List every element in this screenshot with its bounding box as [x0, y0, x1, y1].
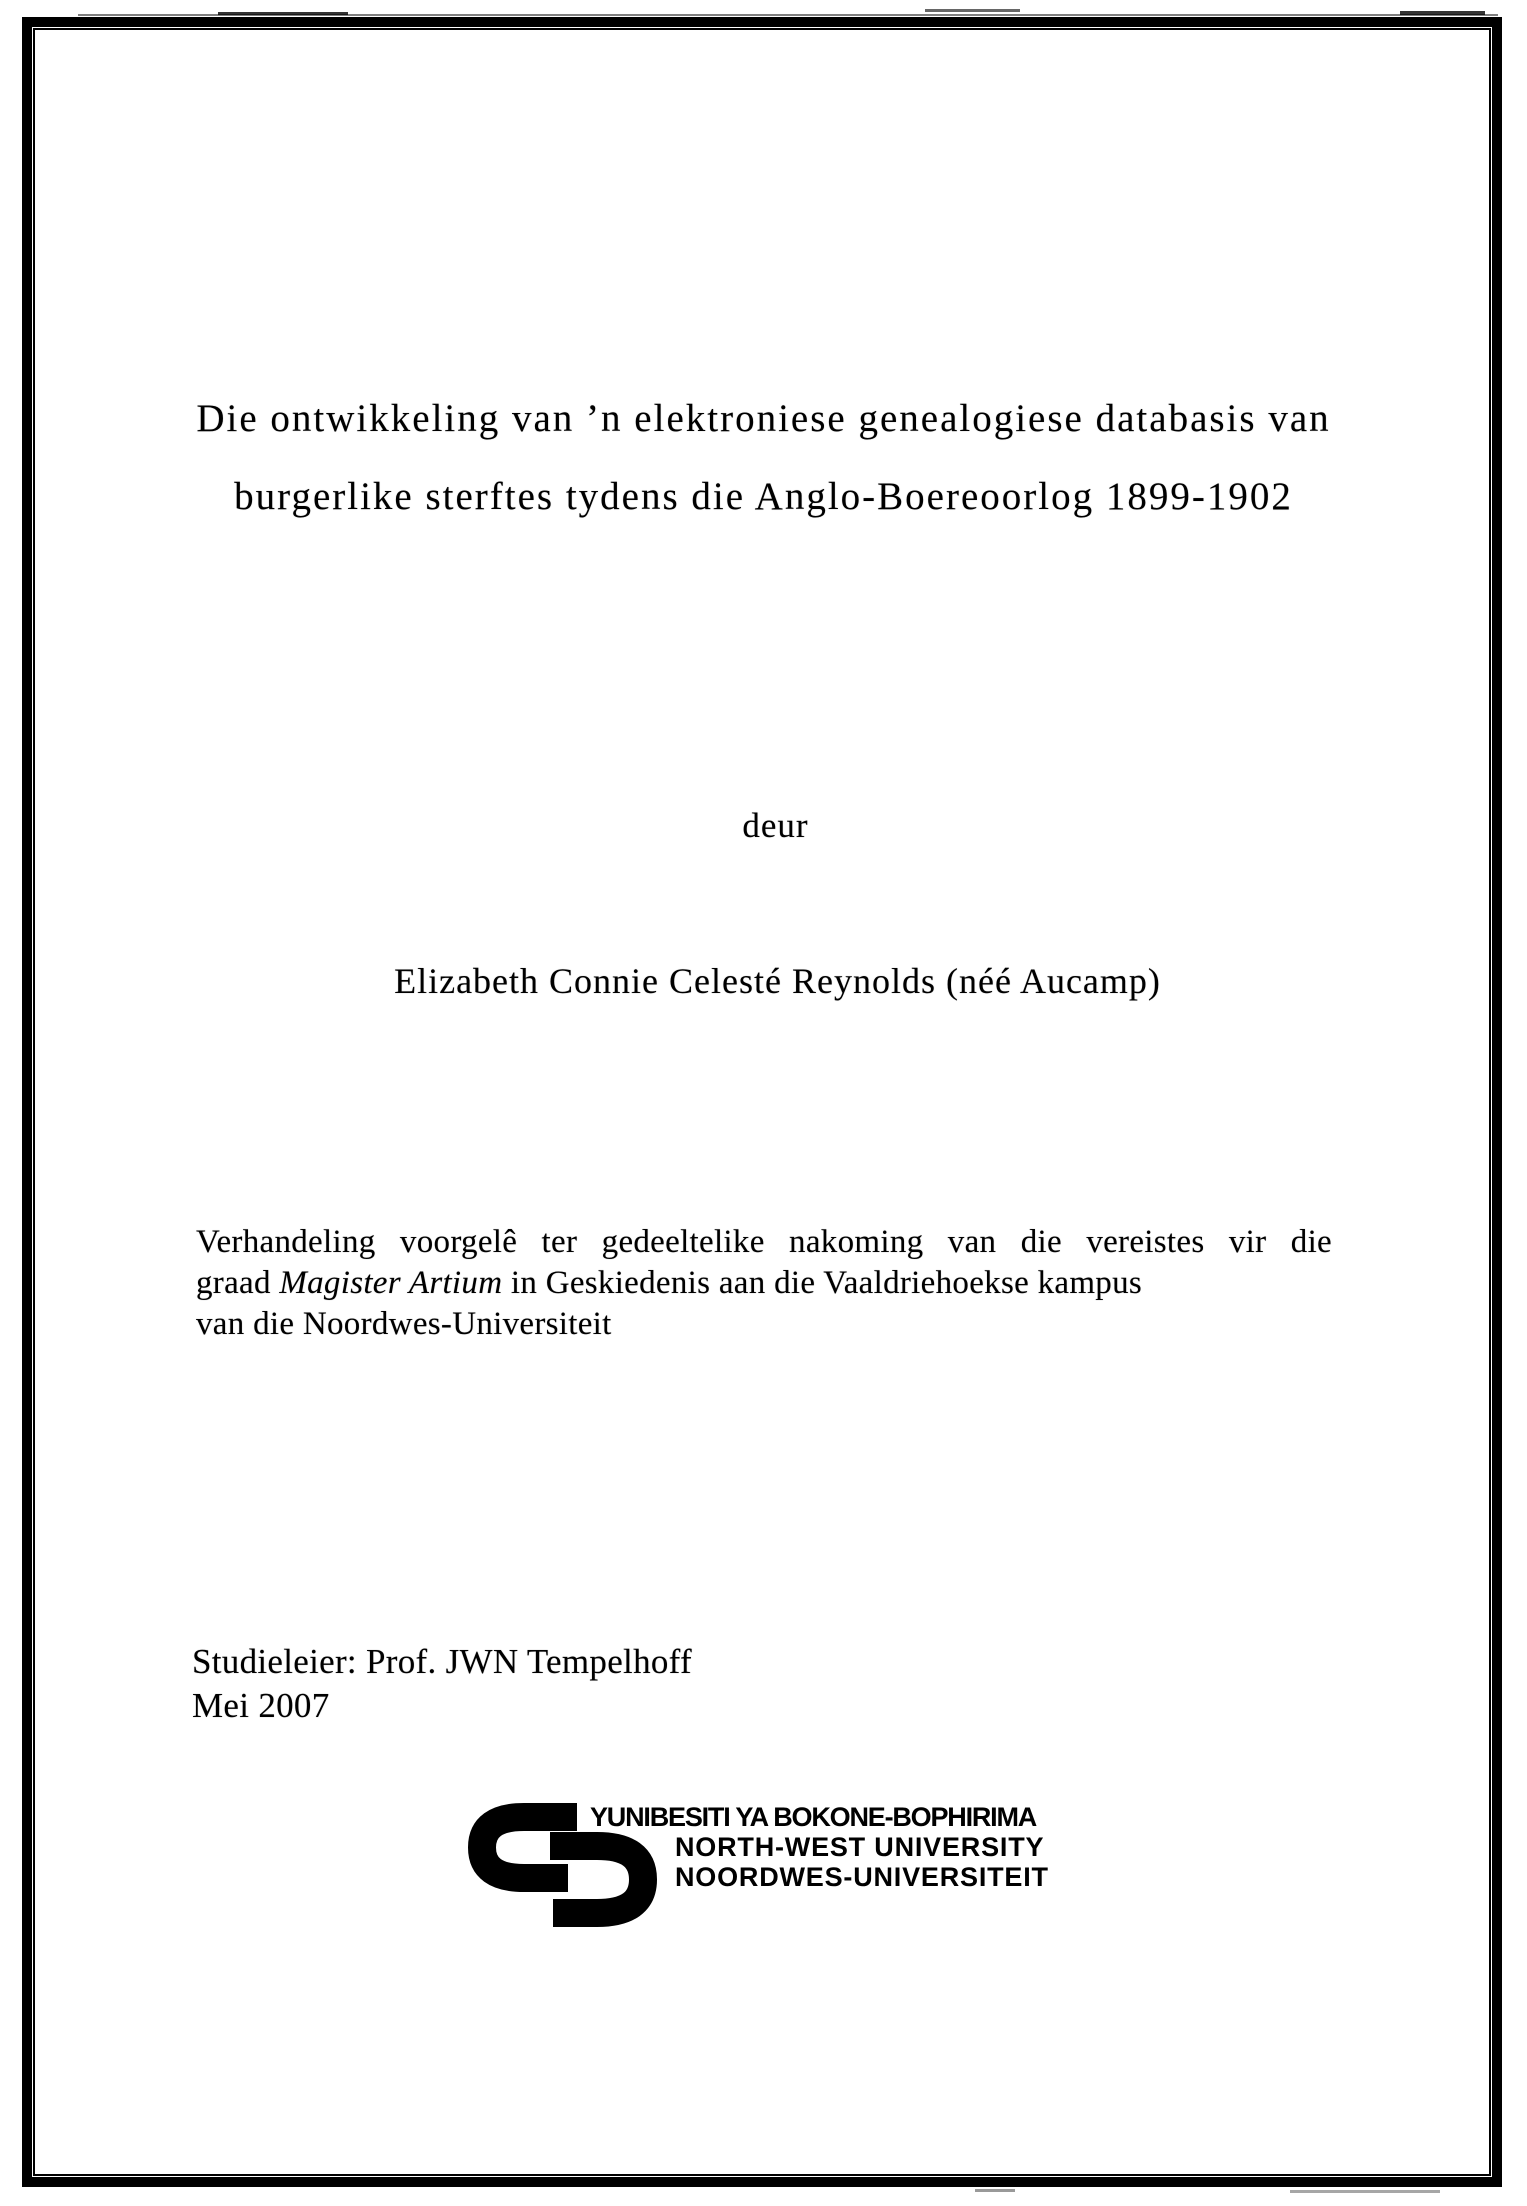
- scan-artifact-line: [1290, 2190, 1440, 2193]
- scan-artifact-line: [925, 9, 1020, 12]
- degree-statement: [196, 1222, 1332, 1345]
- logo-text-setswana: YUNIBESITI YA BOKONE-BOPHIRIMA: [590, 1802, 1037, 1832]
- degree-statement-line2-prefix: graad: [196, 1265, 280, 1301]
- university-logo-text: [590, 1802, 1049, 1892]
- degree-statement-line1: Verhandeling voorgelê ter gedeeltelike nakoming van die vereistes vir die: [196, 1224, 1332, 1260]
- supervisor-line: Studieleier: Prof. JWN Tempelhoff: [192, 1642, 692, 1681]
- degree-statement-line2-suffix: in Geskiedenis aan die Vaaldriehoekse kampus: [502, 1265, 1143, 1301]
- scan-artifact-line: [975, 2189, 1015, 2192]
- thesis-title-line2: burgerlike sterftes tydens die Anglo-Boereoorlog 1899-1902: [234, 475, 1293, 518]
- degree-name-italic: Magister Artium: [279, 1265, 503, 1301]
- byline-deur: deur: [742, 806, 809, 845]
- thesis-title-line1: Die ontwikkeling van ’n elektroniese genealogiese databasis van: [196, 397, 1331, 440]
- author-name: Elizabeth Connie Celesté Reynolds (néé Aucamp): [394, 961, 1161, 1001]
- degree-statement-line3: van die Noordwes-Universiteit: [196, 1306, 612, 1342]
- university-logo: [458, 1798, 1138, 1933]
- scan-artifact-line: [1400, 11, 1485, 15]
- logo-text-afrikaans: NOORDWES-UNIVERSITEIT: [675, 1862, 1049, 1892]
- thesis-title: [0, 380, 1527, 536]
- degree-statement-line2: [196, 1263, 1332, 1304]
- date-line: Mei 2007: [192, 1686, 330, 1725]
- supervisor-block: [192, 1640, 692, 1728]
- logo-text-english: NORTH-WEST UNIVERSITY: [675, 1832, 1045, 1862]
- scan-artifact-line: [218, 12, 348, 15]
